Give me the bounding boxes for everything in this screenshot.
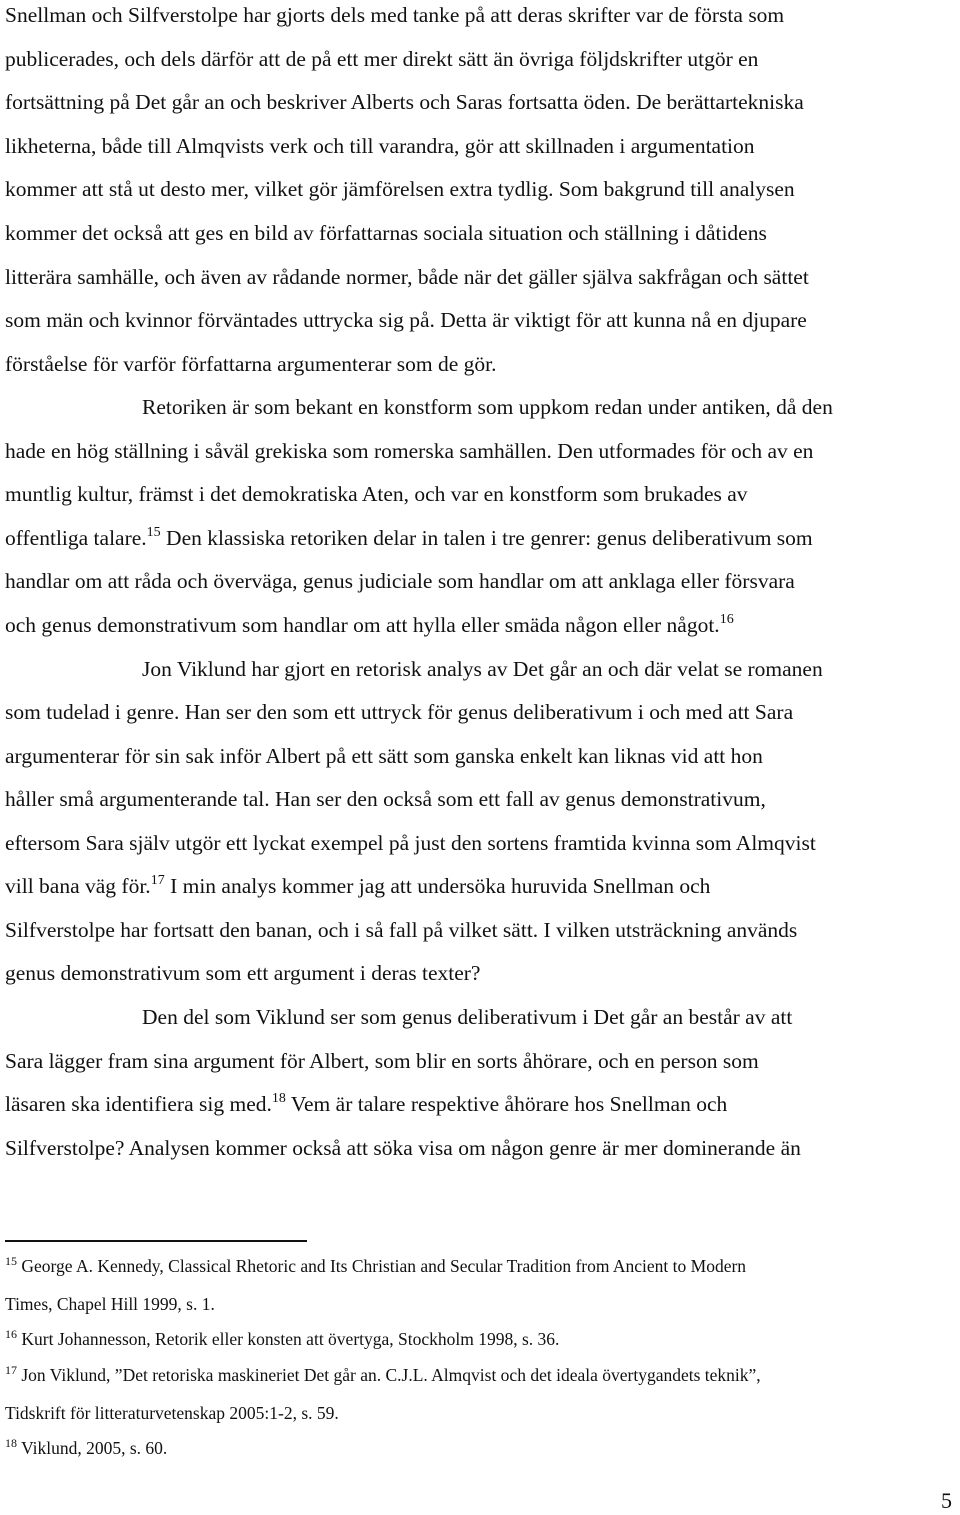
page-number: 5 [941,1488,952,1513]
footnote-text: George A. Kennedy, Classical Rhetoric and Its Christian and Secular Tradition from Ancient to Modern [21,1256,747,1276]
text-line: eftersom Sara själv utgör ett lyckat exempel på just den sortens framtida kvinna som Almqvist [5,831,816,855]
footnote-text: Times, Chapel Hill 1999, s. 1. [5,1294,215,1314]
line-text: vill bana väg för. [5,874,151,898]
text-line: handlar om att råda och överväga, genus judiciale som handlar om att anklaga eller försvara [5,569,795,593]
text-line: förståelse för varför författarna argumenterar som de gör. [5,352,497,376]
footnote-15 [5,1255,746,1277]
footnote-18 [5,1437,167,1459]
text-line: Silfverstolpe? Analysen kommer också att söka visa om någon genre är mer dominerande än [5,1136,801,1160]
text-line: fortsättning på Det går an och beskriver Alberts och Saras fortsatta öden. De berättartekniska [5,90,804,114]
text-line: Silfverstolpe har fortsatt den banan, och i så fall på vilket sätt. I vilken utsträckning används [5,918,798,942]
paragraph-first-line: Den del som Viklund ser som genus deliberativum i Det går an består av att [142,1005,793,1029]
text-line: som tudelad i genre. Han ser den som ett uttryck för genus deliberativum i och med att Sara [5,700,794,724]
footnote-ref-16[interactable]: 16 [719,612,734,627]
text-line: hade en hög ställning i såväl grekiska som romerska samhällen. Den utformades för och av en [5,439,814,463]
paragraph-first-line: Jon Viklund har gjort en retorisk analys av Det går an och där velat se romanen [142,657,823,681]
text-line: publicerades, och dels därför att de på ett mer direkt sätt än övriga följdskrifter utgör en [5,47,759,71]
text-line: Sara lägger fram sina argument för Albert, som blir en sorts åhörare, och en person som [5,1049,759,1073]
footnote-number: 18 [5,1436,17,1450]
line-text-after: Den klassiska retoriken delar in talen i tre genrer: genus deliberativum som [160,526,813,550]
line-text-after: Vem är talare respektive åhörare hos Snellman och [285,1092,728,1116]
line-text: offentliga talare. [5,526,147,550]
footnote-16 [5,1328,559,1350]
footnote-number: 17 [5,1363,17,1377]
footnote-17 [5,1364,761,1386]
footnote-text: Viklund, 2005, s. 60. [21,1438,168,1458]
line-text: och genus demonstrativum som handlar om att hylla eller smäda någon eller något. [5,613,720,637]
footnote-number: 16 [5,1327,17,1341]
text-line-with-footnote [5,873,710,899]
footnote-text: Kurt Johannesson, Retorik eller konsten att övertyga, Stockholm 1998, s. 36. [21,1329,560,1349]
paragraph-first-line: Retoriken är som bekant en konstform som uppkom redan under antiken, då den [142,395,833,419]
text-line: håller små argumenterande tal. Han ser den också som ett fall av genus demonstrativum, [5,787,766,811]
footnote-text: Tidskrift för litteraturvetenskap 2005:1-2, s. 59. [5,1403,339,1423]
footnote-15-cont [5,1293,215,1315]
footnote-separator [5,1240,307,1242]
footnote-ref-15[interactable]: 15 [146,525,161,540]
line-text-after: I min analys kommer jag att undersöka huruvida Snellman och [164,874,711,898]
text-line: som män och kvinnor förväntades uttrycka sig på. Detta är viktigt för att kunna nå en djupare [5,308,807,332]
text-line: muntlig kultur, främst i det demokratiska Aten, och var en konstform som brukades av [5,482,748,506]
text-line: argumenterar för sin sak inför Albert på ett sätt som ganska enkelt kan liknas vid att hon [5,744,763,768]
text-line: litterära samhälle, och även av rådande normer, både när det gäller själva sakfrågan och sättet [5,265,809,289]
text-line-with-footnote [5,612,734,638]
text-line-with-footnote [5,1091,727,1117]
text-line: likheterna, både till Almqvists verk och till varandra, gör att skillnaden i argumentation [5,134,755,158]
line-text: läsaren ska identifiera sig med. [5,1092,272,1116]
text-line: kommer att stå ut desto mer, vilket gör jämförelsen extra tydlig. Som bakgrund till analysen [5,177,795,201]
text-line-with-footnote [5,525,813,551]
footnote-ref-18[interactable]: 18 [271,1091,286,1106]
text-line: genus demonstrativum som ett argument i deras texter? [5,961,481,985]
footnote-text: Jon Viklund, ”Det retoriska maskineriet Det går an. C.J.L. Almqvist och det ideala övertygandets teknik”, [21,1365,761,1385]
text-line: kommer det också att ges en bild av författarnas sociala situation och ställning i dåtidens [5,221,767,245]
footnote-17-cont [5,1402,339,1424]
text-line: Snellman och Silfverstolpe har gjorts dels med tanke på att deras skrifter var de första som [5,3,785,27]
footnote-ref-17[interactable]: 17 [150,873,165,888]
footnote-number: 15 [5,1254,17,1268]
